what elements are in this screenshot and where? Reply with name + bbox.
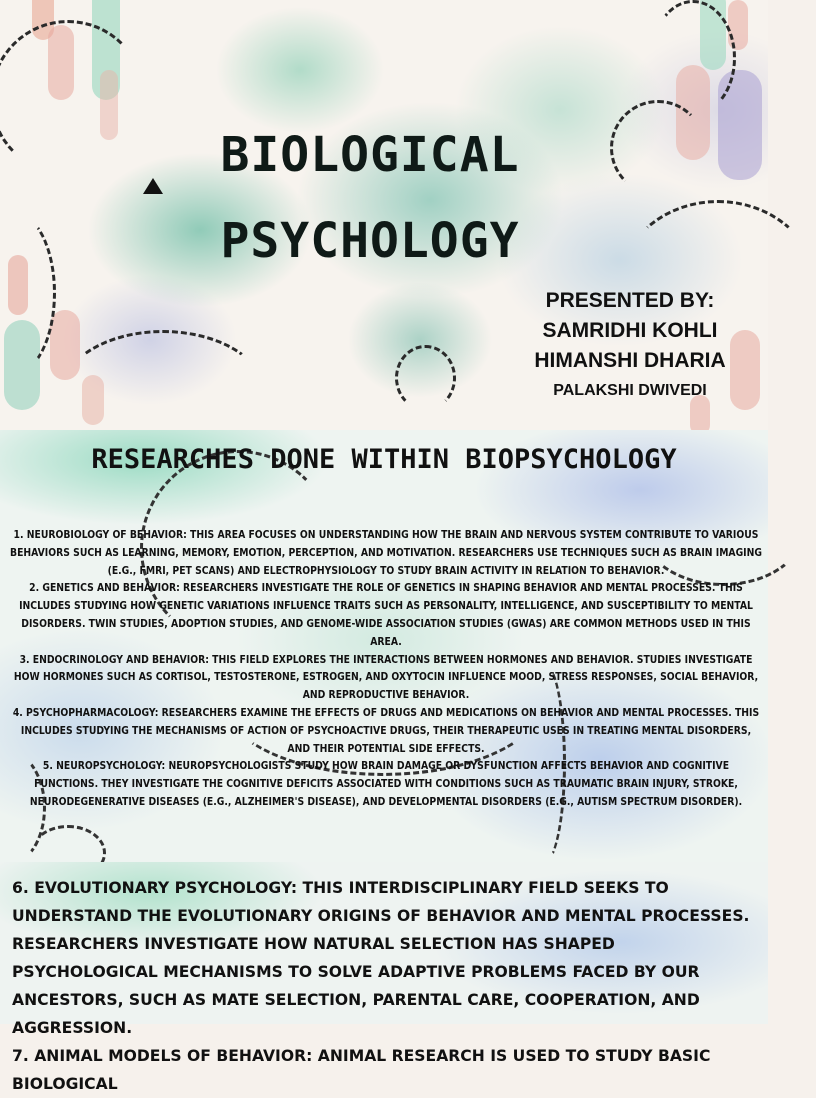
paragraph: 7. ANIMAL MODELS OF BEHAVIOR: ANIMAL RESEARCH IS USED TO STUDY BASIC BIOLOGICAL [12, 1047, 711, 1093]
decor-dashed-curve [0, 20, 146, 176]
slide-heading: RESEARCHES DONE WITHIN BIOPSYCHOLOGY [91, 444, 677, 475]
presented-by-label: PRESENTED BY: [545, 289, 715, 312]
title-line-2: PSYCHOLOGY [220, 213, 520, 269]
paragraph: 6. EVOLUTIONARY PSYCHOLOGY: THIS INTERDISCIPLINARY FIELD SEEKS TO UNDERSTAND THE EVOLUTIONARY ORIGINS OF BEHAVIOR AND MENTAL PROCESSES. RESEARCHERS INVESTIGATE HOW NATURAL SELECTION HAS SHAPED PSYCHOLOGICAL MECHANISMS TO SOLVE ADAPTIVE PROBLEMS FACED BY OUR ANCESTORS, SUCH AS MATE SELECTION, PARENTAL CARE, COOPERATION, AND AGGRESSION. [12, 879, 750, 1037]
list-item: 5. NEUROPSYCHOLOGY: NEUROPSYCHOLOGISTS STUDY HOW BRAIN DAMAGE OR DYSFUNCTION AFFECTS BEHAVIOR AND COGNITIVE FUNCTIONS. THEY INVESTIGATE THE COGNITIVE DEFICITS ASSOCIATED WITH CONDITIONS SUCH AS TRAUMATIC BRAIN INJURY, STROKE, NEURODEGENERATIVE DISEASES (E.G., ALZHEIMER'S DISEASE), AND DEVELOPMENTAL DISORDERS (E.G., AUTISM SPECTRUM DISORDER). [29, 760, 743, 808]
list-item: 1. NEUROBIOLOGY OF BEHAVIOR: THIS AREA FOCUSES ON UNDERSTANDING HOW THE BRAIN AND NERVOUS SYSTEM CONTRIBUTE TO VARIOUS BEHAVIORS SUCH AS LEARNING, MEMORY, EMOTION, PERCEPTION, AND MOTIVATION. RESEARCHERS USE TECHNIQUES SUCH AS BRAIN IMAGING (E.G., FMRI, PET SCANS) AND ELECTROPHYSIOLOGY TO STUDY BRAIN ACTIVITY IN RELATION TO BEHAVIOR. [10, 529, 762, 577]
research-slide-continued [0, 862, 768, 1093]
presenter-name: SAMRIDHI KOHLI [542, 319, 718, 342]
decor-dashed-curve [395, 345, 456, 411]
title-line-1: BIOLOGICAL [220, 127, 520, 183]
list-item: 2. GENETICS AND BEHAVIOR: RESEARCHERS INVESTIGATE THE ROLE OF GENETICS IN SHAPING BEHAVIOR AND MENTAL PROCESSES. THIS INCLUDES STUDYING HOW GENETIC VARIATIONS INFLUENCE TRAITS SUCH AS PERSONALITY, INTELLIGENCE, AND SUSCEPTIBILITY TO MENTAL DISORDERS. TWIN STUDIES, ADOPTION STUDIES, AND GENOME-WIDE ASSOCIATION STUDIES (GWAS) ARE COMMON METHODS USED IN THIS AREA. [19, 582, 753, 648]
presenter-name: PALAKSHI DWIVEDI [553, 382, 707, 399]
decor-dashed-curve [650, 0, 736, 116]
research-slide [0, 430, 768, 862]
slide-body [12, 874, 757, 1098]
slide-title [170, 112, 570, 284]
research-list [10, 527, 762, 812]
decor-dashed-curve [0, 210, 56, 376]
list-item: 4. PSYCHOPHARMACOLOGY: RESEARCHERS EXAMINE THE EFFECTS OF DRUGS AND MEDICATIONS ON BEHAVIOR AND MENTAL PROCESSES. THIS INCLUDES STUDYING THE MECHANISMS OF ACTION OF PSYCHOACTIVE DRUGS, THEIR THERAPEUTIC USES IN TREATING MENTAL DISORDERS, AND THEIR POTENTIAL SIDE EFFECTS. [12, 706, 760, 755]
triangle-icon [143, 178, 163, 194]
presenters-block [510, 286, 750, 406]
title-slide [0, 0, 768, 430]
decor-dashed-curve [610, 100, 706, 196]
presenter-name: HIMANSHI DHARIA [534, 349, 726, 372]
list-item: 3. ENDOCRINOLOGY AND BEHAVIOR: THIS FIELD EXPLORES THE INTERACTIONS BETWEEN HORMONES AND BEHAVIOR. STUDIES INVESTIGATE HOW HORMONES SUCH AS CORTISOL, TESTOSTERONE, ESTROGEN, AND OXYTOCIN INFLUENCE MOOD, STRESS RESPONSES, SOCIAL BEHAVIOR, AND REPRODUCTIVE BEHAVIOR. [13, 653, 759, 702]
